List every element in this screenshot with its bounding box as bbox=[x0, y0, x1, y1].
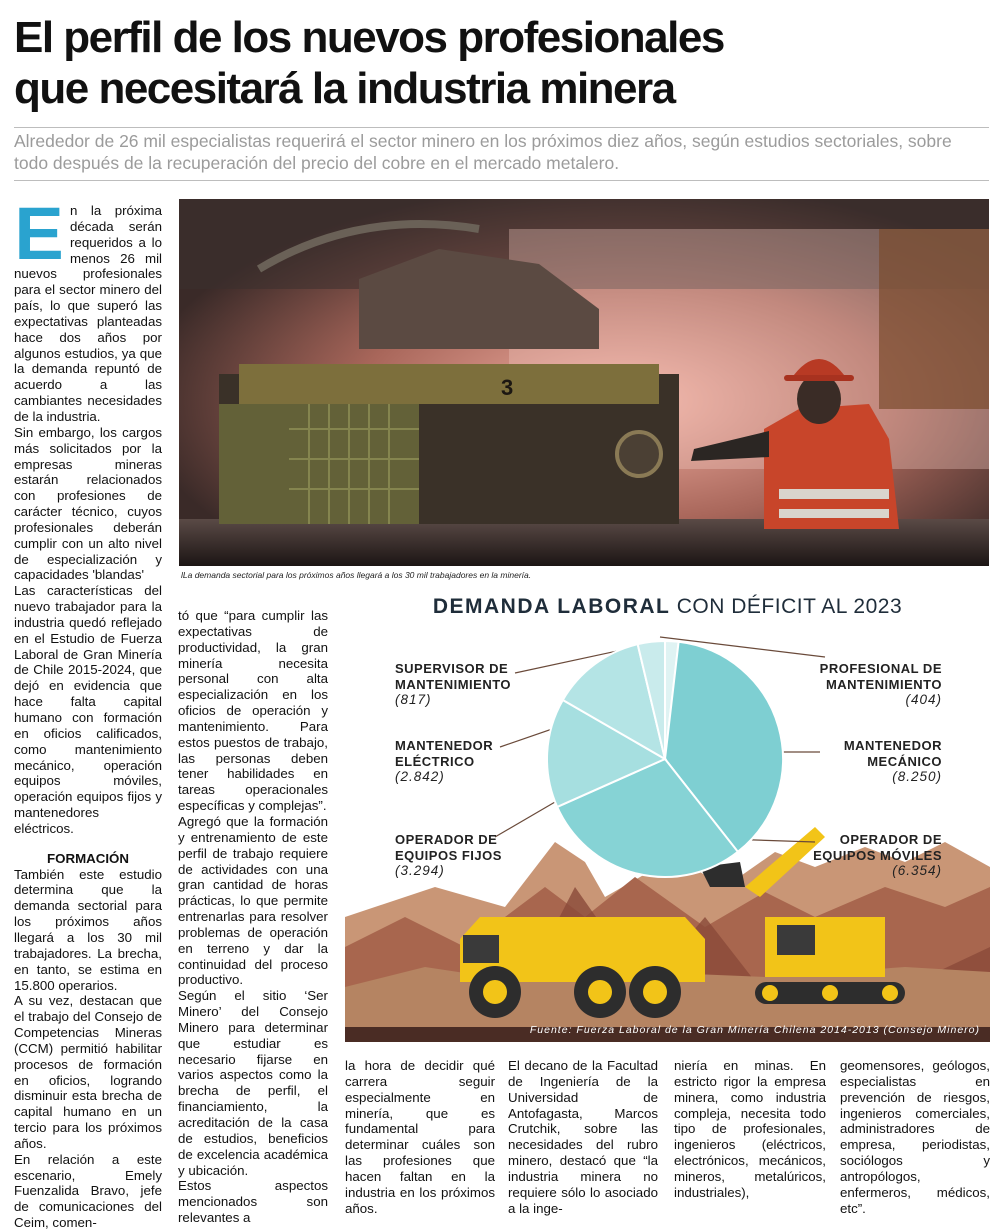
data-label-value: (3.294) bbox=[395, 863, 445, 878]
paragraph-10: Estos aspectos mencionados son relevantes a bbox=[178, 1178, 328, 1226]
column-4 bbox=[508, 1058, 658, 1216]
paragraph-1: n la próxima década serán requeridos a lo menos 26 mil nuevos profesionales para el sector minero del país, lo que superó las expectativas planteadas hace dos años por algunos estudios, ya que la demanda repuntó de acuerdo a las cambiantes necesidades de la industria. bbox=[14, 203, 162, 424]
chart-title-rest: CON DÉFICIT AL 2023 bbox=[676, 595, 903, 618]
smelter-scene bbox=[179, 199, 989, 566]
infographic-art bbox=[345, 587, 990, 1042]
data-label-value: (404) bbox=[905, 692, 942, 707]
label-line: MANTENIMIENTO bbox=[395, 676, 512, 692]
label-supervisor-mantenimiento bbox=[395, 661, 511, 708]
label-line: SUPERVISOR DE bbox=[395, 661, 509, 676]
chart-source: Fuente: Fuerza Laboral de la Gran Minería Chilena 2014-2013 (Consejo Minero) bbox=[529, 1024, 980, 1036]
label-line: MECÁNICO bbox=[867, 753, 942, 769]
data-label-value: (2.842) bbox=[395, 769, 445, 784]
label-line: MANTENEDOR bbox=[395, 738, 494, 753]
paragraph-9: Según el sitio ‘Ser Minero’ del Consejo Minero para determinar que estudiar es necesario fijarse en varios aspectos como la brecha de perfil, el financiamiento, la acreditación de la casa de estudios, beneficios de excelencia académica y ubicación. bbox=[178, 988, 328, 1178]
column-1 bbox=[14, 192, 162, 1231]
paragraph-4: También este estudio determina que la demanda sectorial para los próximos años llegará a los 30 mil trabajadores. La brecha, en tanto, se estima en 15.800 operarios. bbox=[14, 866, 162, 993]
photo-caption: lLa demanda sectorial para los próximos años llegará a los 30 mil trabajadores en la minería. bbox=[181, 570, 532, 580]
article-headline bbox=[14, 12, 994, 114]
label-profesional-mantenimiento bbox=[820, 661, 942, 708]
machine-number: 3 bbox=[501, 375, 514, 400]
machine-gear bbox=[617, 432, 661, 476]
chart-title-bold: DEMANDA LABORAL bbox=[432, 595, 671, 618]
label-line: PROFESIONAL DE bbox=[819, 661, 942, 676]
data-label-value: (8.250) bbox=[892, 769, 942, 784]
label-line: EQUIPOS MÓVILES bbox=[813, 847, 942, 863]
background-structure bbox=[879, 229, 989, 409]
chart-title bbox=[345, 595, 990, 619]
column-3 bbox=[345, 1058, 495, 1216]
paragraph-14: geomensores, geólogos, especialistas en prevención de riesgos, ingenieros comerciales, administradores de empresa, periodistas, sociólogos y antropólogos, enfermeros, médicos, etc”. bbox=[840, 1058, 990, 1216]
paragraph-8: Agregó que la formación y entrenamiento de este perfil de trabajo requiere de actividades con una gran cantidad de horas prácticas, lo que permite entrenarlas para resolver problemas de operación en terreno y dar la continuidad del proceso productivo. bbox=[178, 813, 328, 988]
label-line: OPERADOR DE bbox=[395, 832, 498, 847]
label-operador-equipos-moviles bbox=[813, 832, 942, 879]
paragraph-12: El decano de la Facultad de Ingeniería de la Universidad de Antofagasta, Marcos Crutchik, sobre las necesidades del rubro minero, destacó que “la industria minera no requiere sólo lo asociado a la inge- bbox=[508, 1058, 658, 1216]
top-rule bbox=[14, 127, 989, 128]
data-label-value: (6.354) bbox=[892, 863, 942, 878]
worker-head bbox=[797, 374, 841, 424]
paragraph-3: Las características del nuevo trabajador para la industria quedó reflejado en el Estudio de Fuerza Laboral de Gran Minería de Chile 2015-2024, que dejó en evidencia que hace falta capital humano con formación en oficios calificados, como mantenimiento mecánico, operación equipos móviles, operación equipos fijos y mantenedores eléctricos. bbox=[14, 583, 162, 836]
mining-photo bbox=[179, 199, 989, 566]
column-5 bbox=[674, 1058, 826, 1201]
headline-line-2: que necesitará la industria minera bbox=[14, 64, 675, 113]
dump-truck bbox=[460, 917, 705, 1018]
label-operador-equipos-fijos bbox=[395, 832, 502, 879]
article-deck: Alrededor de 26 mil especialistas requerirá el sector minero en los próximos diez años, según estudios sectoriales, sobre todo después de la recuperación del precio del cobre en el mercado metalero. bbox=[14, 131, 952, 173]
demand-infographic bbox=[345, 587, 990, 1042]
label-line: OPERADOR DE bbox=[839, 832, 942, 847]
machine-rail bbox=[239, 364, 659, 404]
headline-line-1: El perfil de los nuevos profesionales bbox=[14, 13, 724, 62]
pie-chart bbox=[547, 641, 783, 877]
label-mantenedor-electrico bbox=[395, 738, 493, 785]
drop-cap: E bbox=[14, 192, 64, 275]
deck-rule bbox=[14, 180, 989, 181]
subheading-formacion: FORMACIÓN bbox=[47, 850, 129, 866]
paragraph-11: la hora de decidir qué carrera seguir especialmente en minería, que es fundamental para determinar cuáles son las profesiones que hacen faltan en la industria en los próximos años. bbox=[345, 1058, 495, 1216]
data-label-value: (817) bbox=[395, 692, 432, 707]
paragraph-13: niería en minas. En estricto rigor la empresa minera, como industria compleja, necesita todo tipo de profesionales, ingenieros (eléctricos, electrónicos, mecánicos, mineros, metalúricos, industriales), bbox=[674, 1058, 826, 1200]
column-2 bbox=[178, 608, 328, 1226]
label-line: MANTENEDOR bbox=[843, 738, 942, 753]
column-6 bbox=[840, 1058, 990, 1216]
label-line: EQUIPOS FIJOS bbox=[395, 847, 502, 863]
label-line: ELÉCTRICO bbox=[395, 753, 475, 769]
paragraph-6: En relación a este escenario, Emely Fuenzalida Bravo, jefe de comunicaciones del Ceim, comen- bbox=[14, 1151, 162, 1231]
paragraph-7: tó que “para cumplir las expectativas de productividad, la gran minería necesita personal con alta especialización en los oficios de operación y mantenimiento. Para estos puestos de trabajo, las personas deben tener habilidades en tareas operacionales específicas y complejas”. bbox=[178, 608, 328, 814]
label-mantenedor-mecanico bbox=[844, 738, 942, 785]
paragraph-5: A su vez, destacan que el trabajo del Consejo de Competencias Mineras (CCM) permitió habilitar procesos de formación en oficios, logrando disminuir esta brecha de capital humano en un tercio para los próximos años. bbox=[14, 993, 162, 1151]
paragraph-2: Sin embargo, los cargos más solicitados por la empresas mineras estarán relacionados con profesiones de carácter técnico, cuyos profesionales deberán cumplir con un alto nivel de especialización y capacidades 'blandas' bbox=[14, 424, 162, 583]
label-line: MANTENIMIENTO bbox=[825, 676, 942, 692]
